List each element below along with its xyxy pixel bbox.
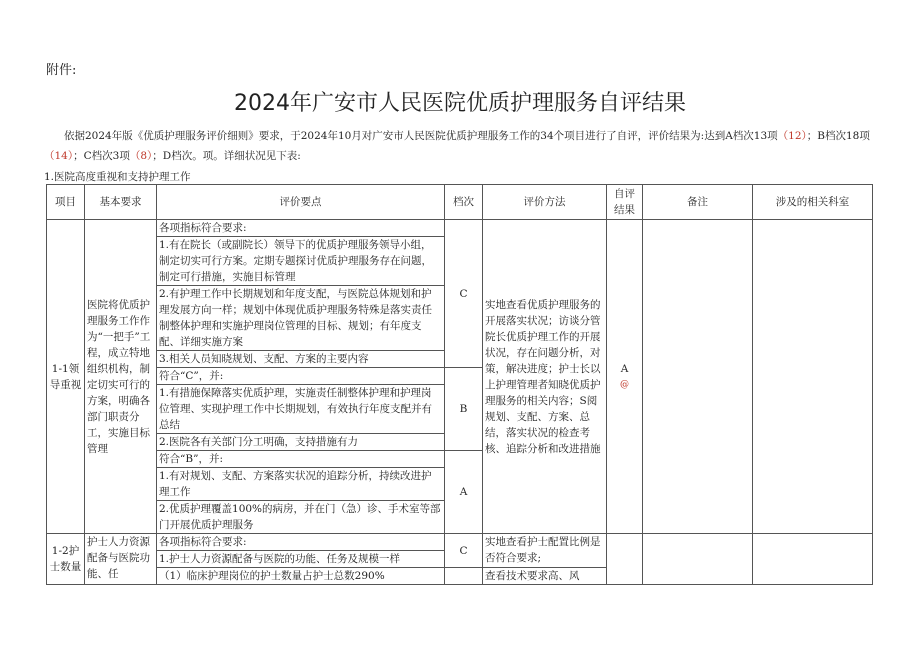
method-cell: 实地查看优质护理服务的开展落实状况；访谈分管院长优质护理工作的开展状况，存在问题分析，对策，解决进度；护士长以上护理管理者知晓优质护理服务的相关内容；S阅规划、支配、方案、总结，落实状况的检查考核、追踪分析和改进措施 <box>483 220 607 534</box>
attachment-label: 附件: <box>46 63 77 78</box>
result-cell <box>607 534 643 585</box>
basic-cell: 医院将优质护理服务工作作为“一把手”工程，成立特地组织机构，制定切实可行的方案，明确各部门职责分工，实施目标管理 <box>85 220 157 534</box>
intro-text-4: ；D档次。项。详细状况见下表: <box>152 150 301 162</box>
intro-a-count: （12） <box>777 130 807 142</box>
point-cell: 1.有措施保障落实优质护理，实施责任制整体护理和护理岗位管理、实现护理工作中长期规划，有效执行年度支配并有总结 <box>157 385 445 434</box>
departments-cell <box>753 220 873 534</box>
basic-cell: 护士人力资源配备与医院功能、任 <box>85 534 157 585</box>
remarks-cell <box>643 220 753 534</box>
header-departments: 涉及的相关科室 <box>753 185 873 220</box>
point-cell: 各项指标符合要求: <box>157 220 445 237</box>
header-method: 评价方法 <box>483 185 607 220</box>
method-cell: 查看技术要求高、风 <box>483 568 607 585</box>
page-title: 2024年广安市人民医院优质护理服务自评结果 <box>234 91 686 116</box>
header-result: 自评结果 <box>607 185 643 220</box>
method-cell: 实地查看护士配置比例是否符合要求; <box>483 534 607 568</box>
point-cell: （1）临床护理岗位的护士数量占护士总数290% <box>157 568 445 585</box>
result-mark: @ <box>620 379 629 390</box>
section-heading: 1.医院高度重视和支持护理工作 <box>44 171 191 183</box>
intro-b-count: （14） <box>44 150 74 162</box>
remarks-cell <box>643 534 753 585</box>
evaluation-table <box>46 184 873 585</box>
item-cell: 1-2护士数量 <box>47 534 85 585</box>
grade-cell: C <box>445 534 483 568</box>
point-cell: 1.有对规划、支配、方案落实状况的追踪分析，持续改进护理工作 <box>157 468 445 501</box>
header-item: 项目 <box>47 185 85 220</box>
grade-cell: A <box>445 451 483 534</box>
point-cell: 2.医院各有关部门分工明确，支持措施有力 <box>157 434 445 451</box>
intro-c-count: （8） <box>129 150 153 162</box>
table-header-row <box>47 185 873 220</box>
intro-text-1: 依据2024年版《优质护理服务评价细则》要求，于2024年10月对广安市人民医院优质护理服务工作的34个项目进行了自评，评价结果为:达到A档次13项 <box>64 130 778 142</box>
intro-text-2: ；B档次18项 <box>806 130 870 142</box>
departments-cell <box>753 534 873 585</box>
grade-cell: B <box>445 368 483 451</box>
point-cell: 各项指标符合要求: <box>157 534 445 551</box>
header-grade: 档次 <box>445 185 483 220</box>
result-cell <box>607 220 643 534</box>
header-basic: 基本要求 <box>85 185 157 220</box>
item-cell: 1-1领导重视 <box>47 220 85 534</box>
point-cell: 1.有在院长（或副院长）领导下的优质护理服务领导小组，制定切实可行方案。定期专题探讨优质护理服务存在问题，制定可行措施，实施目标管理 <box>157 237 445 286</box>
point-cell: 符合“B”，并: <box>157 451 445 468</box>
grade-cell <box>445 568 483 585</box>
result-value: A <box>620 362 629 375</box>
header-points: 评价要点 <box>157 185 445 220</box>
point-cell: 2.优质护理覆盖100%的病房，并在门（急）诊、手术室等部门开展优质护理服务 <box>157 501 445 534</box>
intro-text-3: ；C档次3项 <box>73 150 130 162</box>
intro-paragraph <box>44 126 880 166</box>
point-cell: 2.有护理工作中长期规划和年度支配，与医院总体规划和护理发展方向一样；规划中体现优质护理服务特殊是落实责任制整体护理和实施护理岗位管理的目标、规划；有年度支配、详细实施方案 <box>157 286 445 351</box>
grade-cell: C <box>445 220 483 368</box>
point-cell: 1.护士人力资源配备与医院的功能、任务及规模一样 <box>157 551 445 568</box>
table-row <box>47 220 873 237</box>
point-cell: 3.相关人员知晓规划、支配、方案的主要内容 <box>157 351 445 368</box>
header-remarks: 备注 <box>643 185 753 220</box>
point-cell: 符合“C”，并: <box>157 368 445 385</box>
table-row <box>47 534 873 551</box>
